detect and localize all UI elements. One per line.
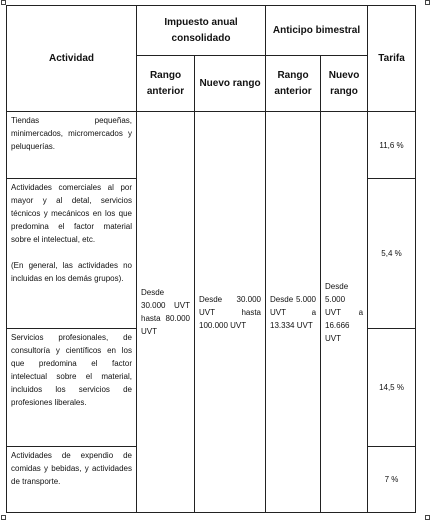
- header-tarifa: Tarifa: [368, 6, 416, 112]
- actividad-cell: [7, 112, 137, 179]
- actividad-cell: [7, 329, 137, 447]
- subheader-nuevo-rango-impuesto: Nuevo rango: [195, 56, 266, 112]
- actividad-cell: [7, 447, 137, 513]
- actividad-text: Servicios profesionales, de consultoría y científicos en los que predomina el factor intelectual sobre el material, incluidos los servicios de profesiones liberales.: [11, 333, 132, 407]
- actividad-note: (En general, las actividades no incluidas en los demás grupos).: [11, 261, 132, 283]
- actividad-text: Tiendas pequeñas, minimercados, micromercados y peluquerías.: [11, 116, 132, 151]
- tarifa-cell: 11,6 %: [368, 112, 416, 179]
- corner-marker-top-right: [425, 0, 430, 5]
- anticipo-rango-anterior-cell: Desde 5.000 UVT a 13.334 UVT: [266, 112, 321, 513]
- subheader-nuevo-rango-anticipo: Nuevo rango: [321, 56, 368, 112]
- actividad-cell: [7, 179, 137, 329]
- tarifa-cell: 14,5 %: [368, 329, 416, 447]
- header-actividad: Actividad: [7, 6, 137, 112]
- impuesto-rango-anterior-cell: Desde 30.000 UVT hasta 80.000 UVT: [137, 112, 195, 513]
- header-impuesto-anual: Impuesto anual consolidado: [137, 6, 266, 56]
- actividad-text: Actividades de expendio de comidas y bebidas, y actividades de transporte.: [11, 451, 132, 486]
- header-anticipo-bimestral: Anticipo bimestral: [266, 6, 368, 56]
- anticipo-nuevo-rango-cell: Desde 5.000 UVT a 16.666 UVT: [321, 112, 368, 513]
- corner-marker-bottom-left: [1, 515, 6, 520]
- actividad-text: Actividades comerciales al por mayor y al detal, servicios técnicos y mecánicos en los que predomina el factor material sobre el intelectual, etc.: [11, 183, 132, 244]
- tarifas-table: [6, 5, 416, 513]
- subheader-rango-anterior-anticipo: Rango anterior: [266, 56, 321, 112]
- tarifa-cell: 7 %: [368, 447, 416, 513]
- corner-marker-bottom-right: [425, 515, 430, 520]
- table-row: [7, 112, 416, 179]
- tarifa-cell: 5,4 %: [368, 179, 416, 329]
- impuesto-nuevo-rango-cell: Desde 30.000 UVT hasta 100.000 UVT: [195, 112, 266, 513]
- subheader-rango-anterior-impuesto: Rango anterior: [137, 56, 195, 112]
